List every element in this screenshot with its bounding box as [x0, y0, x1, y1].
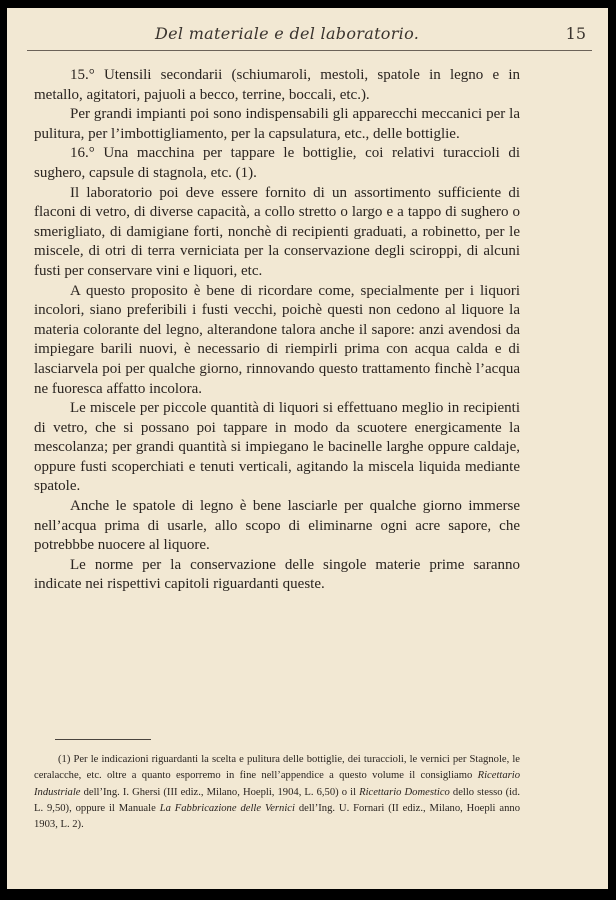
footnote — [34, 752, 520, 833]
paragraph-mixtures: Le miscele per piccole quantità di liquori si effettuano meglio in recipienti di vetro, che si possano poi tappare in modo da scuotere energicamente la mescolanza; per grandi quantità si impiegano le bacinelle larghe oppure caldaje, oppure fusti scoperchiati e tenuti verticali, agitando la miscela liquida mediante spatole. — [34, 400, 520, 495]
footnote-part-2: dell’Ing. I. Ghersi (III ediz., Milano, Hoepli, 1904, L. 6,50) o il — [80, 786, 360, 798]
footnote-part-3: dello stesso (id. L. 9,50), oppure il Manuale — [34, 786, 520, 814]
page-number: 15 — [565, 24, 586, 43]
footnote-title-ricettario-domestico: Ricettario Domestico — [359, 786, 450, 798]
footnote-title-fabbricazione-vernici: La Fabbricazione delle Vernici — [159, 802, 295, 814]
paragraph-item-16: 16.° Una macchina per tappare le bottiglie, coi relativi turaccioli di sughero, capsule di stagnola, etc. (1). — [34, 145, 520, 181]
footnote-text — [34, 752, 520, 833]
paragraph-old-casks: A questo proposito è bene di ricordare come, specialmente per i liquori incolori, siano preferibili i fusti vecchi, poichè questi non cedono al liquore la materia colorante del legno, alterandone talora anche il sapore: anzi avendosi da impiegare barili nuovi, è necessario di riempirli prima con acqua calda e di lasciarvela poi per qualche giorno, rinnovando questo trattamento finchè l’acqua ne fuoresca affatto incolora. — [34, 282, 520, 397]
footnote-title-ricettario-industriale: Ricettario Industriale — [34, 770, 520, 798]
paragraph-item-15: 15.° Utensili secondarii (schiumaroli, mestoli, spatole in legno e in metallo, agitatori, pajuoli a becco, terrine, boccali, etc.). — [34, 67, 520, 103]
book-page — [7, 8, 608, 889]
paragraph-large-plants: Per grandi impianti poi sono indispensabili gli apparecchi meccanici per la pulitura, per l’imbottigliamento, per la capsulatura, etc., delle bottiglie. — [34, 106, 520, 142]
paragraph-laboratory-equipment: Il laboratorio poi deve essere fornito di un assortimento sufficiente di flaconi di vetro, di diverse capacità, a collo stretto o largo e a tappo di sughero o smerigliato, di damigiane forti, nonchè di recipienti graduati, a robinetto, per le miscele, di otri di terra verniciata per la conservazione degli sciroppi, di alcuni fusti per conservare vini e liquori, etc. — [34, 184, 520, 279]
footnote-part-1: (1) Per le indicazioni riguardanti la scelta e pulitura delle bottiglie, dei turaccioli, le vernici per Stagnole, le ceralacche, etc. oltre a quanto esporremo in fine nell’appendice a questo volume il consigliamo — [34, 754, 520, 782]
footnote-part-4: dell’Ing. U. Fornari (II ediz., Milano, Hoepli anno 1903, L. 2). — [34, 802, 520, 831]
footnote-divider — [55, 739, 151, 740]
paragraph-conservation: Le norme per la conservazione delle singole materie prime saranno indicate nei rispettivi capitoli riguardanti queste. — [34, 556, 520, 593]
running-header — [27, 20, 592, 51]
body-text — [34, 66, 520, 595]
running-title: Del materiale e del laboratorio. — [155, 24, 420, 43]
paragraph-spatulas: Anche le spatole di legno è bene lasciarle per qualche giorno immerse nell’acqua prima di usarle, allo scopo di eliminarne ogni acre sapore, che potrebbbe nuocere al liquore. — [34, 498, 520, 554]
